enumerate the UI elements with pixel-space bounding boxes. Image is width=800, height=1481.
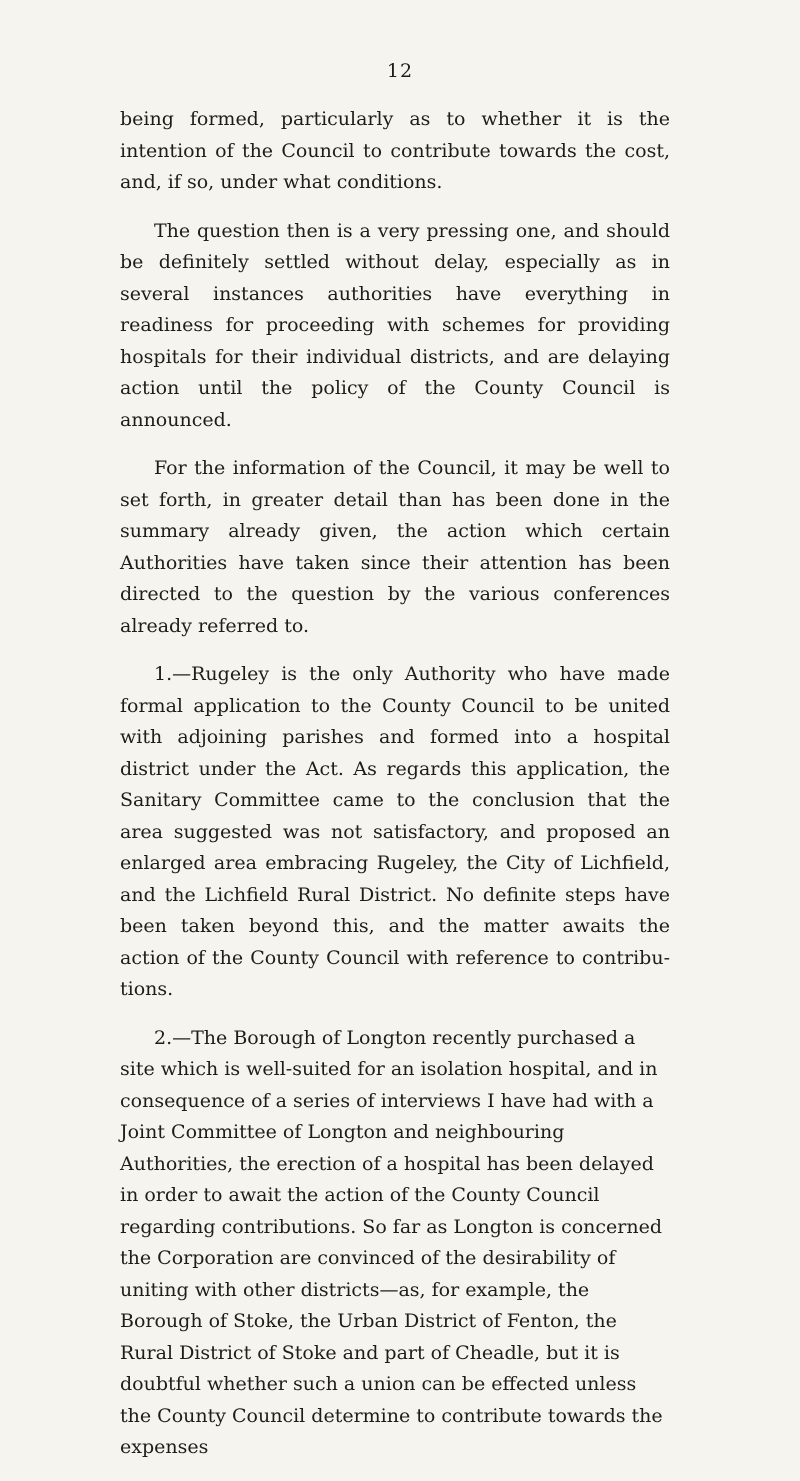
page-number: 12	[386, 60, 414, 82]
paragraph-longton: 2.—The Borough of Longton recently purchased a site which is well-suited for an isolation hospital, and in consequence of a series of interviews I have had with a Joint Committee of Longton and neighbouring Authorities, the erection of a hospital has been delayed in order to await the action of the County Council regarding contributions. So far as Longton is concerned the Corporation are convinced of the desirability of uniting with other districts—as, for example, the Borough of Stoke, the Urban District of Fenton, the Rural District of Stoke and part of Cheadle, but it is doubtful whether such a union can be effected unless the County Council determine to contribute towards the expenses	[120, 1026, 663, 1458]
paragraph-rugeley: 1.—Rugeley is the only Authority who have made formal application to the County Council to be united with adjoining parishes and formed into a hospital district under the Act. As regards this application, the Sanitary Committee came to the conclusion that the area suggested was not satisfactory, and proposed an enlarged area embracing Rugeley, the City of Lichfield, and the Lichfield Rural District. No definite steps have been taken beyond this, and the matter awaits the action of the County Council with reference to contributions.	[120, 663, 670, 1000]
paragraph-continuation: being formed, particularly as to whether it is the intention of the Council to contribute towards the cost, and, if so, under what conditions.	[120, 108, 670, 193]
body-text	[120, 104, 670, 1481]
paragraph-information: For the information of the Council, it may be well to set forth, in greater detail than has been done in the summary already given, the action which certain Authorities have taken since their attention has been directed to the question by the various conferences already referred to.	[120, 457, 670, 637]
paragraph-pressing-question: The question then is a very pressing one, and should be definitely settled without delay, especially as in several instances authorities have everything in readiness for proceeding with schemes for providing hospitals for their individual districts, and are delaying action until the policy of the County Council is announced.	[120, 219, 670, 431]
